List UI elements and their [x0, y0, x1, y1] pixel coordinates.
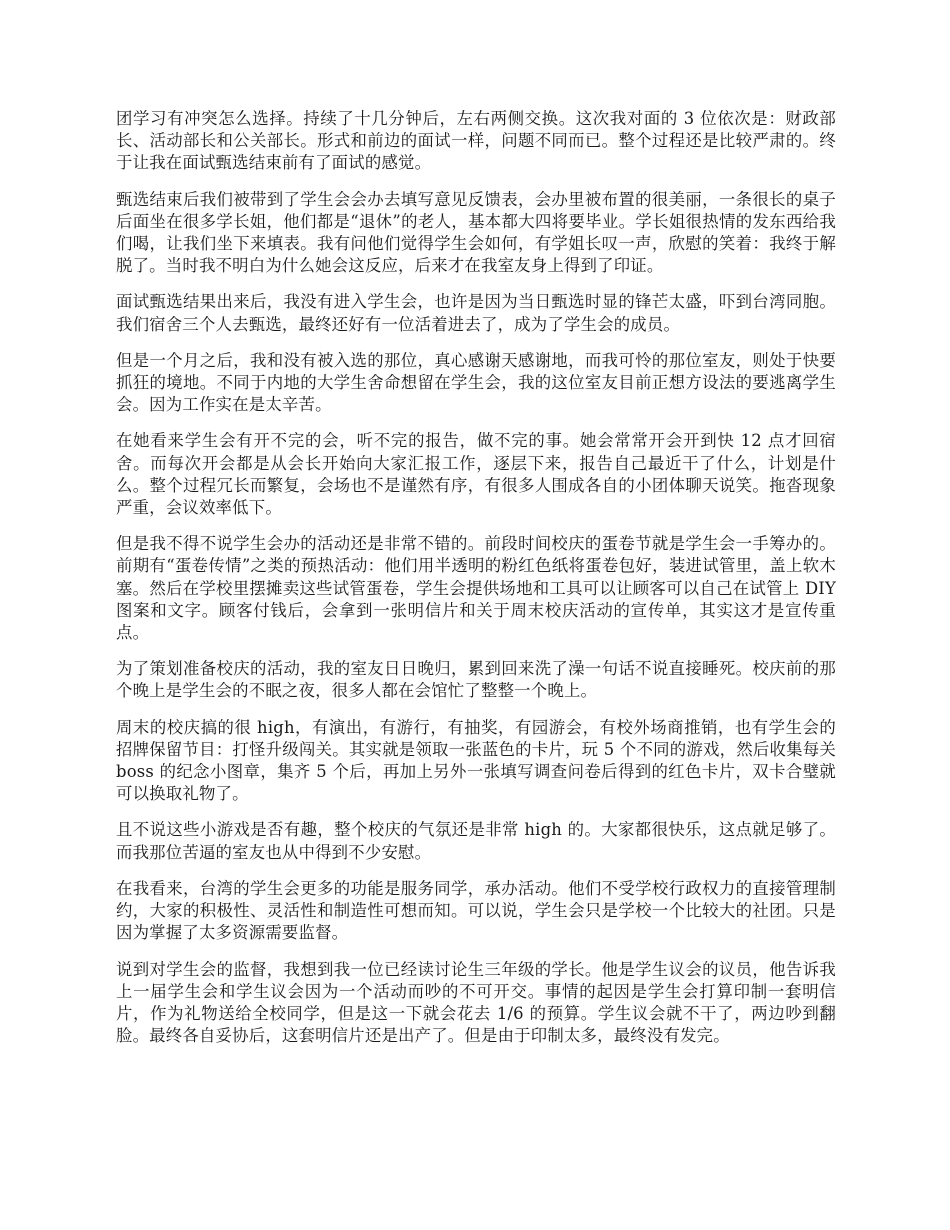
paragraph: 说到对学生会的监督，我想到我一位已经读讨论生三年级的学长。他是学生议会的议员，他告诉我上一届学生会和学生议会因为一个活动而吵的不可开交。事情的起因是学生会打算印制一套明信片，作为礼物送给全校同学，但是这一下就会花去 1/6 的预算。学生议会就不干了，两边吵到翻脸。最终各自妥协后，这套明信片还是出产了。但是由于印制太多，最终没有发完。 — [116, 959, 836, 1046]
paragraph: 但是我不得不说学生会办的活动还是非常不错的。前段时间校庆的蛋卷节就是学生会一手筹办的。前期有“蛋卷传情”之类的预热活动：他们用半透明的粉红色纸将蛋卷包好，装进试管里，盖上软木塞。然后在学校里摆摊卖这些试管蛋卷，学生会提供场地和工具可以让顾客可以自己在试管上 DIY 图案和文字。顾客付钱后，会拿到一张明信片和关于周末校庆活动的宣传单，其实这才是宣传重点。 — [116, 534, 836, 643]
paragraph: 在她看来学生会有开不完的会，听不完的报告，做不完的事。她会常常开会开到快 12 点才回宿舍。而每次开会都是从会长开始向大家汇报工作，逐层下来，报告自己最近干了什么，计划是什么。整个过程冗长而繁复，会场也不是谨然有序，有很多人围成各自的小团体聊天说笑。拖沓现象严重，会议效率低下。 — [116, 431, 836, 518]
paragraph: 在我看来，台湾的学生会更多的功能是服务同学，承办活动。他们不受学校行政权力的直接管理制约，大家的积极性、灵活性和制造性可想而知。可以说，学生会只是学校一个比较大的社团。只是因为掌握了太多资源需要监督。 — [116, 878, 836, 943]
paragraph: 团学习有冲突怎么选择。持续了十几分钟后，左右两侧交换。这次我对面的 3 位依次是：财政部长、活动部长和公关部长。形式和前边的面试一样，问题不同而已。整个过程还是比较严肃的。终于让我在面试甄选结束前有了面试的感觉。 — [116, 109, 836, 173]
paragraph: 为了策划准备校庆的活动，我的室友日日晚归，累到回来洗了澡一句话不说直接睡死。校庆前的那个晚上是学生会的不眠之夜，很多人都在会馆忙了整整一个晚上。 — [116, 659, 836, 701]
paragraph: 但是一个月之后，我和没有被入选的那位，真心感谢天感谢地，而我可怜的那位室友，则处于快要抓狂的境地。不同于内地的大学生舍命想留在学生会，我的这位室友目前正想方设法的要逃离学生会。因为工作实在是太辛苦。 — [116, 350, 836, 415]
paragraph: 面试甄选结果出来后，我没有进入学生会，也许是因为当日甄选时显的锋芒太盛，吓到台湾同胞。我们宿舍三个人去甄选，最终还好有一位活着进去了，成为了学生会的成员。 — [116, 292, 836, 334]
paragraph: 周末的校庆搞的很 high，有演出，有游行，有抽奖，有园游会，有校外场商推销，也有学生会的招牌保留节目：打怪升级闯关。其实就是领取一张蓝色的卡片，玩 5 个不同的游戏，然后收集每关 boss 的纪念小图章，集齐 5 个后，再加上另外一张填写调查问卷后得到的红色卡片，双卡合璧就可以换取礼物了。 — [116, 717, 836, 804]
paragraph: 且不说这些小游戏是否有趣，整个校庆的气氛还是非常 high 的。大家都很快乐，这点就足够了。而我那位苦逼的室友也从中得到不少安慰。 — [116, 820, 836, 862]
document-body — [116, 108, 836, 1061]
paragraph: 甄选结束后我们被带到了学生会会办去填写意见反馈表，会办里被布置的很美丽，一条很长的桌子后面坐在很多学长姐，他们都是“退休”的老人，基本都大四将要毕业。学长姐很热情的发东西给我们喝，让我们坐下来填表。我有问他们觉得学生会如何，有学姐长叹一声，欣慰的笑着：我终于解脱了。当时我不明白为什么她会这反应，后来才在我室友身上得到了印证。 — [116, 189, 836, 276]
